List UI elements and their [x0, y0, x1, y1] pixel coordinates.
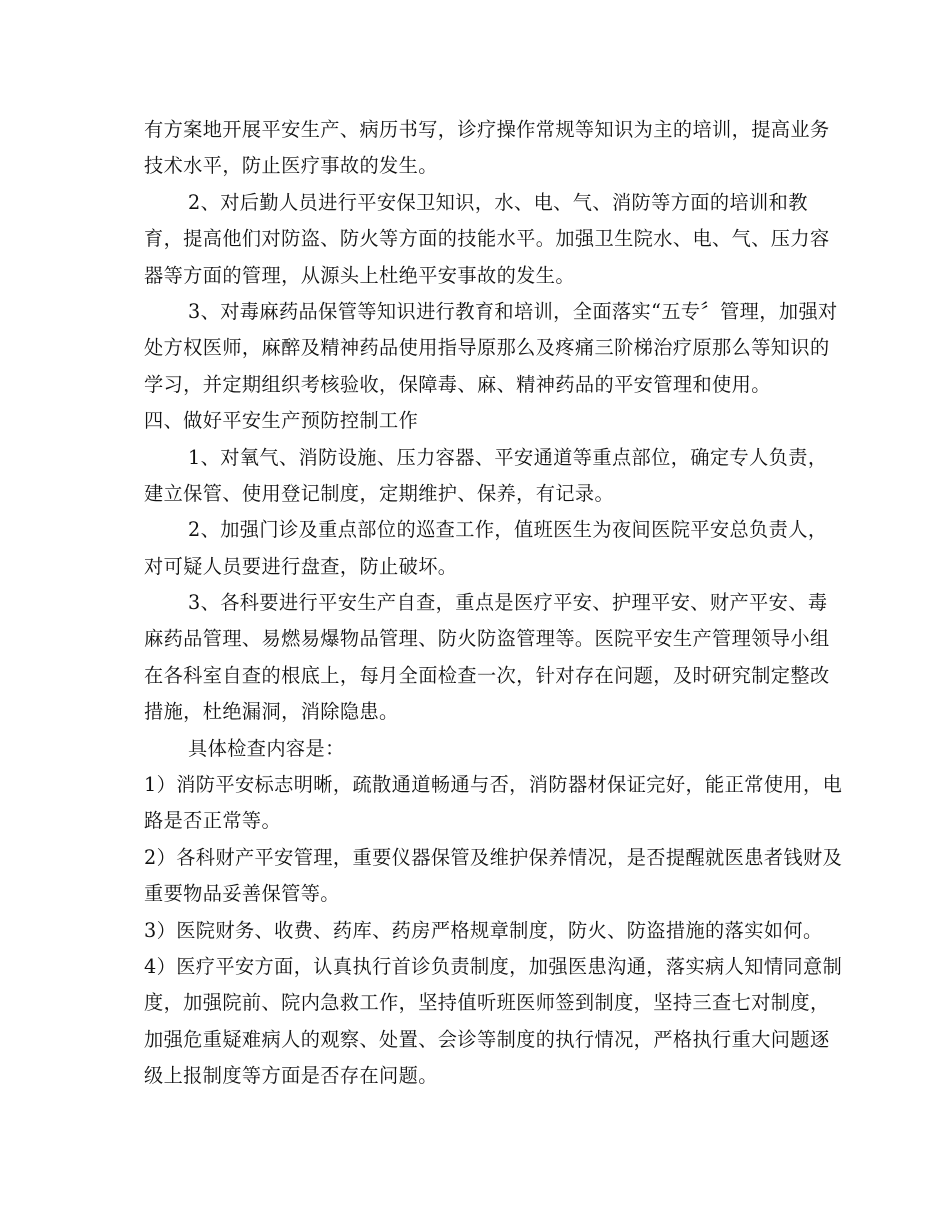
text-line: 处方权医师，麻醉及精神药品使用指导原那么及疼痛三阶梯治疗原那么等知识的 [144, 336, 830, 360]
text-line: 对可疑人员要进行盘查，防止破坏。 [144, 554, 458, 578]
text-line: 路是否正常等。 [144, 809, 282, 833]
text-line: 2）各科财产平安管理，重要仪器保管及维护保养情况，是否提醒就医患者钱财及 [144, 845, 843, 869]
text-line: 4）医疗平安方面，认真执行首诊负责制度，加强医患沟通，落实病人知情同意制 [144, 954, 843, 978]
text-line: 重要物品妥善保管等。 [144, 882, 340, 906]
text-line: 器等方面的管理，从源头上杜绝平安事故的发生。 [144, 263, 575, 287]
text-line: 具体检查内容是： [188, 736, 345, 760]
text-line: 有方案地开展平安生产、病历书写，诊疗操作常规等知识为主的培训，提高业务 [144, 118, 830, 141]
text-line: 学习，并定期组织考核验收，保障毒、麻、精神药品的平安管理和使用。 [144, 372, 771, 396]
text-line: 3）医院财务、收费、药库、药房严格规章制度，防火、防盗措施的落实如何。 [144, 918, 823, 942]
text-line: 麻药品管理、易燃易爆物品管理、防火防盗管理等。医院平安生产管理领导小组 [144, 627, 830, 651]
text-line: 四、做好平安生产预防控制工作 [144, 409, 419, 433]
text-line: 在各科室自查的根底上，每月全面检查一次，针对存在问题，及时研究制定整改 [144, 663, 830, 687]
text-line: 措施，杜绝漏洞，消除隐患。 [144, 700, 399, 724]
text-line: 2、对后勤人员进行平安保卫知识，水、电、气、消防等方面的培训和教 [188, 190, 808, 214]
text-line: 建立保管、使用登记制度，定期维护、保养，有记录。 [144, 481, 615, 505]
text-line: 度，加强院前、院内急救工作，坚持值听班医师签到制度，坚持三查七对制度， [144, 991, 830, 1015]
text-line: 3、各科要进行平安生产自查，重点是医疗平安、护理平安、财产平安、毒 [188, 591, 828, 615]
text-line: 技术水平，防止医疗事故的发生。 [144, 154, 438, 178]
text-line: 3、对毒麻药品保管等知识进行教育和培训，全面落实“五专〞管理，加强对 [188, 299, 838, 323]
text-line: 1、对氧气、消防设施、压力容器、平安通道等重点部位，确定专人负责， [188, 445, 828, 469]
text-line: 育，提高他们对防盗、防火等方面的技能水平。加强卫生院水、电、气、压力容 [144, 227, 830, 251]
document-body [144, 112, 843, 1095]
text-line: 加强危重疑难病人的观察、处置、会诊等制度的执行情况，严格执行重大问题逐 [144, 1027, 830, 1051]
text-line: 2、加强门诊及重点部位的巡查工作，值班医生为夜间医院平安总负责人， [188, 518, 828, 542]
text-line: 1）消防平安标志明晰，疏散通道畅通与否，消防器材保证完好，能正常使用，电 [144, 773, 843, 797]
text-line: 级上报制度等方面是否存在问题。 [144, 1064, 438, 1088]
